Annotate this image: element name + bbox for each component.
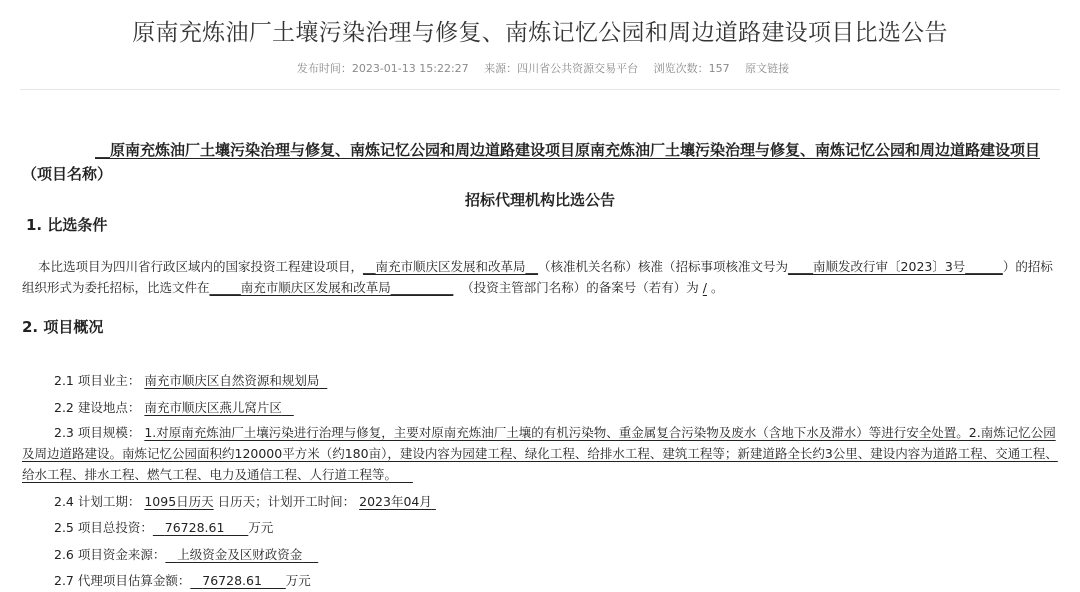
project-name-suffix: （项目名称） xyxy=(22,165,113,183)
item-agent-amount xyxy=(54,571,311,589)
section-1-title: 1. 比选条件 xyxy=(26,216,108,234)
source: 来源：四川省公共资源交易平台 xyxy=(484,62,639,75)
fund-label: 2.6 项目资金来源： xyxy=(54,547,166,562)
article-meta xyxy=(0,60,1080,76)
notice-heading: 招标代理机构比选公告 xyxy=(464,191,615,209)
site-label: 2.2 建设地点： xyxy=(54,400,141,415)
text-segment: （核准机关名称）核准（招标事项核准文号为 xyxy=(538,259,789,274)
agent-unit: 万元 xyxy=(285,573,311,588)
divider xyxy=(20,89,1060,90)
record-number: / xyxy=(702,280,707,295)
scale-label: 2.3 项目规模： xyxy=(54,425,141,440)
period-value: 1095日历天 xyxy=(144,494,214,509)
section-2-title: 2. 项目概况 xyxy=(22,318,104,336)
item-owner xyxy=(54,371,327,389)
text-segment: （投资主管部门名称）的备案号（若有）为 xyxy=(461,280,699,295)
item-fund-source xyxy=(54,545,318,563)
page-title: 原南充炼油厂土壤污染治理与修复、南炼记忆公园和周边道路建设项目比选公告 xyxy=(132,20,948,46)
view-count: 浏览次数：157 xyxy=(653,62,730,75)
invest-value: 76728.61 xyxy=(164,520,225,535)
item-period xyxy=(54,492,436,510)
source-link[interactable]: 原文链接 xyxy=(745,62,790,75)
owner-label: 2.1 项目业主： xyxy=(54,373,141,388)
period-mid: 日历天；计划开工时间： xyxy=(217,494,356,509)
owner-value: 南充市顺庆区自然资源和规划局 xyxy=(144,373,320,388)
approval-doc-number: ____南顺发改行审〔2023〕3号______ xyxy=(788,259,1003,274)
section-1-paragraph xyxy=(22,256,1058,298)
period-label: 2.4 计划工期： xyxy=(54,494,141,509)
item-scale xyxy=(22,422,1058,485)
agent-label: 2.7 代理项目估算金额： xyxy=(54,573,191,588)
fund-value: 上级资金及区财政资金 xyxy=(177,547,303,562)
text-segment: ）的招标组织形式为委托招标，比选文件在 xyxy=(22,259,1053,295)
start-value: 2023年04月 xyxy=(359,494,432,509)
text-segment: 本比选项目为四川省行政区域内的国家投资工程建设项目， xyxy=(38,259,364,274)
text-segment: 。 xyxy=(710,280,724,295)
item-investment xyxy=(54,518,273,536)
project-name xyxy=(22,138,1058,186)
agent-value: 76728.61 xyxy=(202,573,262,588)
investment-dept: _____南充市顺庆区发展和改革局__________ xyxy=(209,280,454,295)
project-name-value: __原南充炼油厂土壤污染治理与修复、南炼记忆公园和周边道路建设项目原南充炼油厂土壤污染治理与修复、南炼记忆公园和周边道路建设项目 xyxy=(95,141,1041,159)
site-value: 南充市顺庆区燕儿窝片区 xyxy=(144,400,282,415)
invest-unit: 万元 xyxy=(248,520,274,535)
approver-name: __南充市顺庆区发展和改革局__ xyxy=(363,259,539,274)
item-site xyxy=(54,398,294,416)
scale-value: 1.对原南充炼油厂土壤污染进行治理与修复，主要对原南充炼油厂土壤的有机污染物、重金属复合污染物及废水（含地下水及滞水）等进行安全处置。2.南炼记忆公园及周边道路建设。南炼记忆公园面积约120000平方米（约180亩），建设内容为园建工程、绿化工程、给排水工程、建筑工程等；新建道路全长约3公里、建设内容为道路工程、交通工程、给水工程、排水工程、燃气工程、电力及通信工程、人行道工程等。 xyxy=(22,425,1058,482)
invest-label: 2.5 项目总投资： xyxy=(54,520,153,535)
publish-time: 发布时间：2023-01-13 15:22:27 xyxy=(296,62,469,75)
